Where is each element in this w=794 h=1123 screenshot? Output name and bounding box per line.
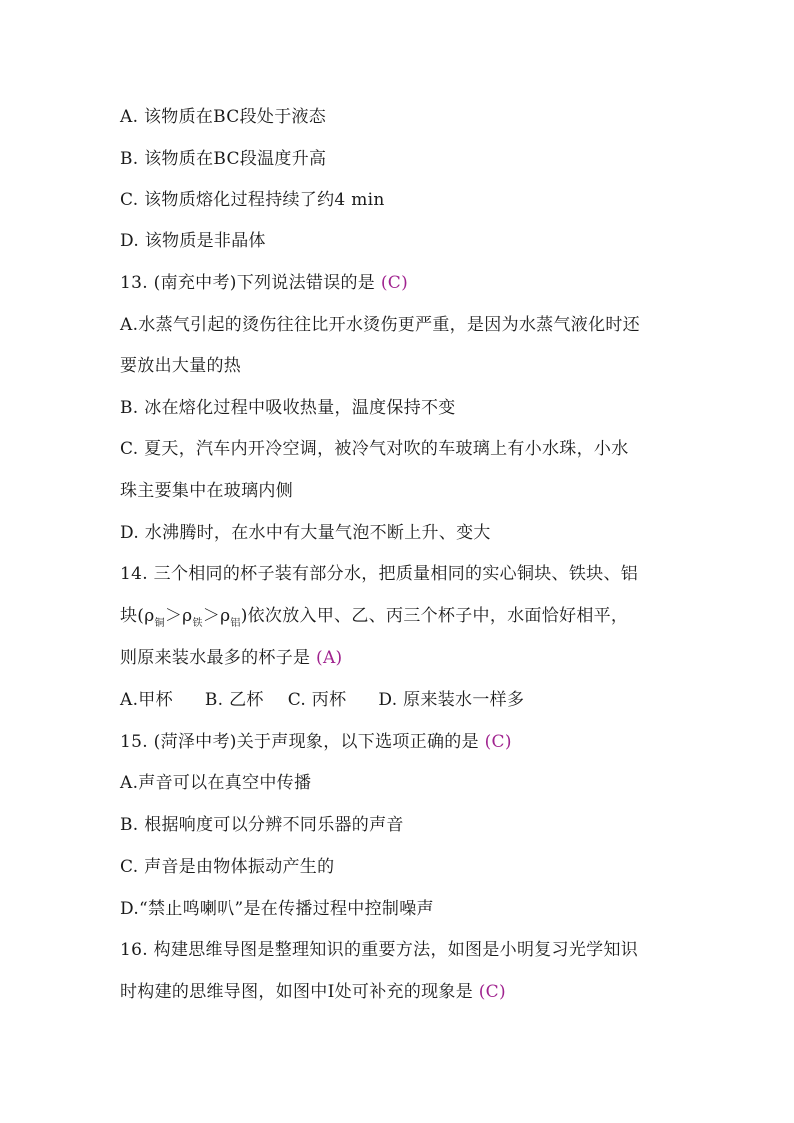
q15-stem-line	[120, 731, 512, 753]
q13-option-b: B. 冰在熔化过程中吸收热量，温度保持不变	[120, 398, 456, 418]
q12-option-a: A. 该物质在BC段处于液态	[120, 107, 327, 127]
rho-subscript-copper: 铜	[154, 618, 165, 629]
q13-option-c-line1: C. 夏天，汽车内开冷空调，被冷气对吹的车玻璃上有小水珠，小水	[120, 439, 629, 459]
q15-option-a: A.声音可以在真空中传播	[120, 773, 312, 793]
q15-stem: 15. (菏泽中考)关于声现象，以下选项正确的是	[120, 732, 479, 752]
q14-options-line	[120, 689, 524, 711]
greater-than-sign: ＞	[164, 606, 183, 626]
q14-option-b: B. 乙杯	[204, 690, 264, 710]
q16-stem-line2	[120, 981, 506, 1003]
q16-stem-line1: 16. 构建思维导图是整理知识的重要方法，如图是小明复习光学知识	[120, 940, 639, 960]
q14-stem-end: 则原来装水最多的杯子是	[120, 648, 311, 668]
q12-option-b: B. 该物质在BC段温度升高	[120, 149, 327, 169]
q14-stem-pre: 块(	[120, 606, 145, 626]
q12-option-d: D. 该物质是非晶体	[120, 231, 266, 251]
q13-answer: (C)	[380, 273, 409, 293]
rho-subscript-iron: 铁	[192, 618, 203, 629]
q14-stem-post: )依次放入甲、乙、丙三个杯子中，水面恰好相平，	[240, 606, 629, 626]
q13-option-a-line1: A.水蒸气引起的烫伤往往比开水烫伤更严重，是因为水蒸气液化时还	[120, 315, 640, 335]
q13-stem: 13. (南充中考)下列说法错误的是	[120, 273, 376, 293]
q14-stem-line1: 14. 三个相同的杯子装有部分水，把质量相同的实心铜块、铁块、铝	[120, 564, 639, 584]
q15-answer: (C)	[484, 732, 512, 752]
q14-stem-line2	[120, 605, 628, 635]
q13-option-a-line2: 要放出大量的热	[120, 356, 242, 376]
q12-option-c: C. 该物质熔化过程持续了约4 min	[120, 190, 385, 210]
greater-than-sign: ＞	[202, 606, 221, 626]
q15-option-d: D.“禁止鸣喇叭”是在传播过程中控制噪声	[120, 899, 434, 919]
q15-option-c: C. 声音是由物体振动产生的	[120, 857, 335, 877]
q16-stem-end: 时构建的思维导图，如图中Ⅰ处可补充的现象是	[120, 982, 474, 1002]
q13-option-d: D. 水沸腾时，在水中有大量气泡不断上升、变大	[120, 523, 491, 543]
rho-subscript-aluminum: 铝	[230, 618, 241, 629]
rho-symbol: ρ	[182, 606, 193, 626]
q14-stem-line3	[120, 647, 342, 669]
q14-answer: (A)	[316, 648, 343, 668]
rho-symbol: ρ	[144, 606, 155, 626]
q15-option-b: B. 根据响度可以分辨不同乐器的声音	[120, 815, 404, 835]
q13-option-c-line2: 珠主要集中在玻璃内侧	[120, 481, 293, 501]
q14-option-a: A.甲杯	[120, 690, 173, 710]
rho-symbol: ρ	[220, 606, 231, 626]
q14-option-c: C. 丙杯	[287, 690, 347, 710]
q14-option-d: D. 原来装水一样多	[378, 690, 525, 710]
q13-stem-line	[120, 272, 408, 294]
q16-answer: (C)	[478, 982, 506, 1002]
